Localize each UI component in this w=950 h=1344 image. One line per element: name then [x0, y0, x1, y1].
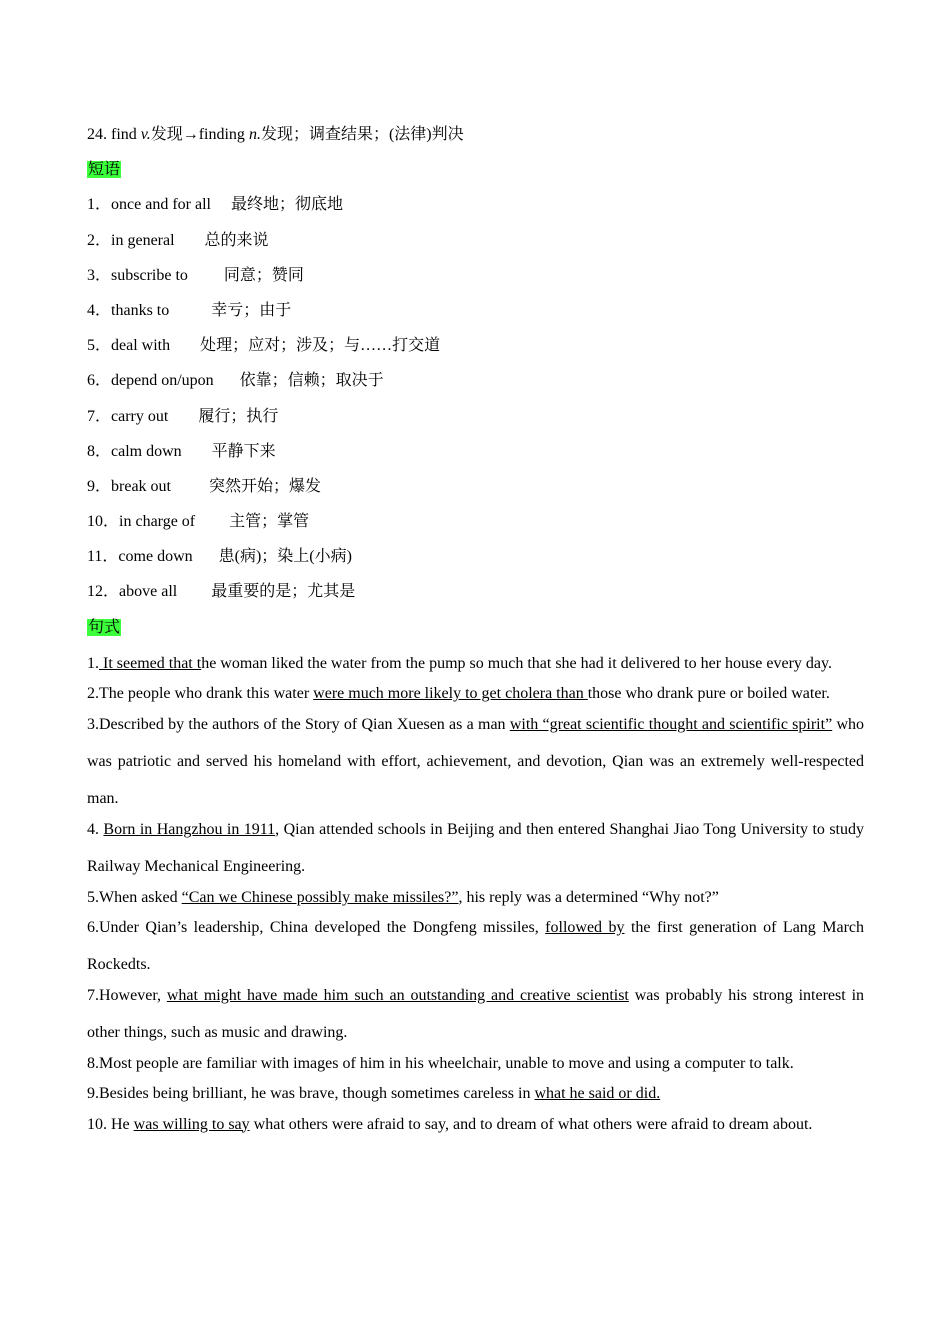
- sentence-8: 8.Most people are familiar with images of him in his wheelchair, unable to move and using a computer to talk.: [87, 1054, 794, 1072]
- phrases-heading-label: 短语: [88, 161, 121, 179]
- sentence-6: 6.Under Qian’s leadership, China developed the Dongfeng missiles, followed by the first generation of Lang March Rockedts.: [87, 919, 864, 974]
- sentence-2: 2.The people who drank this water were much more likely to get cholera than those who drank pure or boiled water.: [87, 685, 830, 703]
- phrase-item-9: 9．break out 突然开始；爆发: [87, 477, 322, 495]
- phrase-item-12: 12．above all 最重要的是；尤其是: [87, 583, 356, 601]
- sentences-heading-label: 句式: [88, 618, 121, 636]
- phrase-item-6: 6．depend on/upon 依靠；信赖；取决于: [87, 372, 384, 390]
- sentence-10: 10. He was willing to say what others were afraid to say, and to dream of what others were afraid to dream about.: [87, 1115, 813, 1133]
- phrase-item-7: 7．carry out 履行；执行: [87, 407, 279, 425]
- sentence-3: 3.Described by the authors of the Story of Qian Xuesen as a man with “great scientific thought and scientific spirit” who was patriotic and served his homeland with effort, achievement, and devotion, Qian was an extremely well-respected man.: [87, 715, 865, 808]
- sentence-9: 9.Besides being brilliant, he was brave, though sometimes careless in what he said or did.: [87, 1085, 661, 1103]
- phrase-item-4: 4．thanks to 幸亏；由于: [87, 301, 292, 319]
- phrase-item-11: 11．come down 患(病)；染上(小病): [87, 548, 352, 566]
- sentence-4: 4. Born in Hangzhou in 1911, Qian attended schools in Beijing and then entered Shanghai Jiao Tong University to study Railway Mechanical Engineering.: [87, 820, 864, 876]
- phrase-item-1: 1．once and for all 最终地；彻底地: [87, 196, 343, 214]
- phrase-item-3: 3．subscribe to 同意；赞同: [87, 266, 304, 284]
- sentence-5: 5.When asked “Can we Chinese possibly make missiles?”, his reply was a determined “Why not?”: [87, 888, 719, 906]
- phrase-item-5: 5．deal with 处理；应对；涉及；与……打交道: [87, 337, 441, 355]
- vocab-item-24: 24. find v.发现→finding n.发现；调查结果；(法律)判决: [87, 126, 464, 143]
- phrase-item-2: 2．in general 总的来说: [87, 231, 269, 249]
- sentence-1: 1. It seemed that the woman liked the water from the pump so much that she had it delivered to her house every day.: [87, 654, 832, 672]
- phrase-item-10: 10．in charge of 主管；掌管: [87, 513, 310, 531]
- phrases-heading: [87, 159, 864, 194]
- document-page: [87, 124, 864, 1141]
- sentence-7: 7.However, what might have made him such an outstanding and creative scientist was probably his strong interest in other things, such as music and drawing.: [87, 986, 865, 1042]
- phrase-item-8: 8．calm down 平静下来: [87, 442, 276, 460]
